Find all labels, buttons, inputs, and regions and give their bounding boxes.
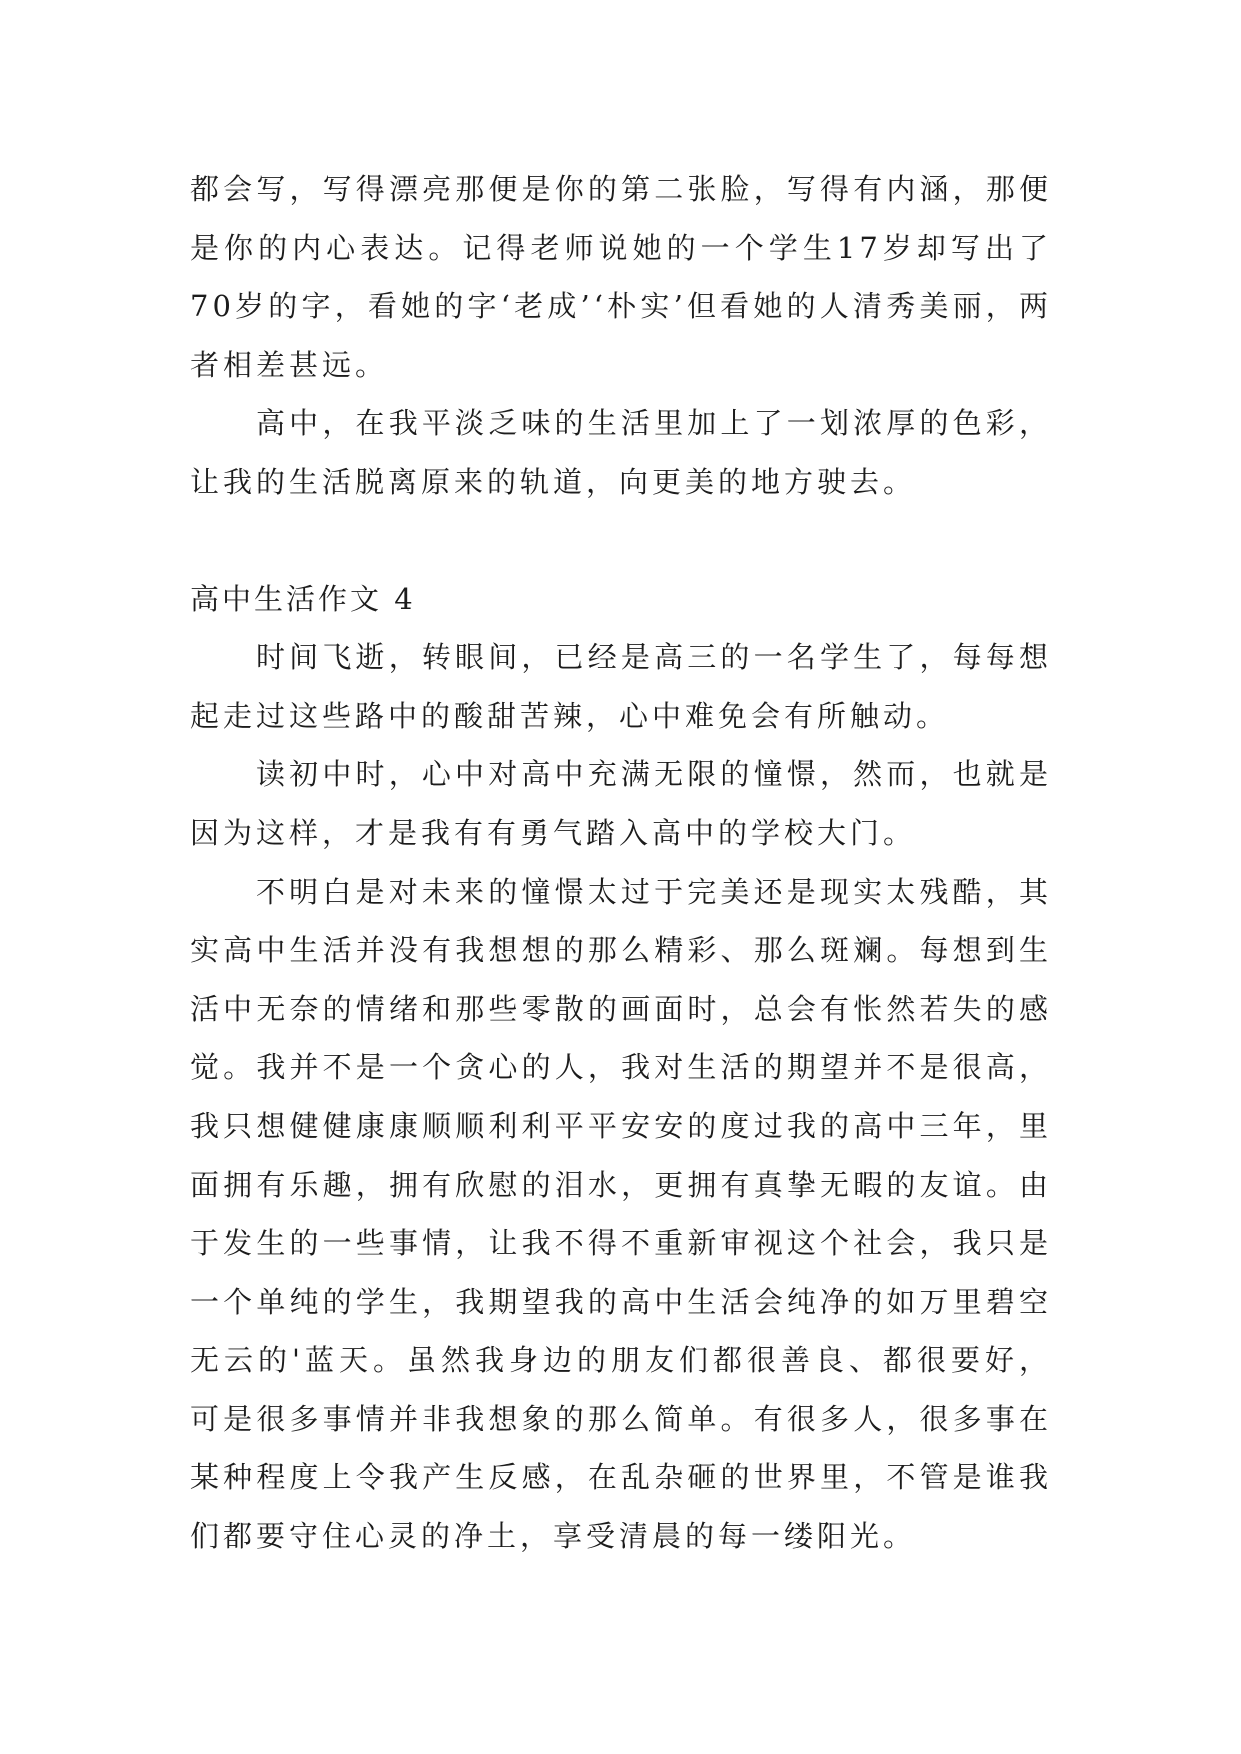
paragraph: 读初中时，心中对高中充满无限的憧憬，然而，也就是因为这样，才是我有有勇气踏入高中的学校大门。 (190, 757, 1052, 850)
section-title: 高中生活作文 4 (190, 581, 416, 616)
paragraph: 高中，在我平淡乏味的生活里加上了一划浓厚的色彩，让我的生活脱离原来的轨道，向更美的地方驶去。 (190, 406, 1052, 499)
paragraph-continued: 都会写，写得漂亮那便是你的第二张脸，写得有内涵，那便是你的内心表达。记得老师说她的一个学生17岁却写出了70岁的字，看她的字‘老成’‘朴实’但看她的人清秀美丽，两者相差甚远。 (190, 172, 1052, 382)
paragraph: 不明白是对未来的憧憬太过于完美还是现实太残酷，其实高中生活并没有我想想的那么精彩、那么斑斓。每想到生活中无奈的情绪和那些零散的画面时，总会有怅然若失的感觉。我并不是一个贪心的人，我对生活的期望并不是很高，我只想健健康康顺顺利利平平安安的度过我的高中三年，里面拥有乐趣，拥有欣慰的泪水，更拥有真挚无暇的友谊。由于发生的一些事情，让我不得不重新审视这个社会，我只是一个单纯的学生，我期望我的高中生活会纯净的如万里碧空无云的'蓝天。虽然我身边的朋友们都很善良、都很要好，可是很多事情并非我想象的那么简单。有很多人，很多事在某种程度上令我产生反感，在乱杂砸的世界里，不管是谁我们都要守住心灵的净土，享受清晨的每一缕阳光。 (190, 874, 1052, 1554)
document-body (190, 160, 1052, 1566)
paragraph: 时间飞逝，转眼间，已经是高三的一名学生了，每每想起走过这些路中的酸甜苦辣，心中难免会有所触动。 (190, 640, 1052, 733)
